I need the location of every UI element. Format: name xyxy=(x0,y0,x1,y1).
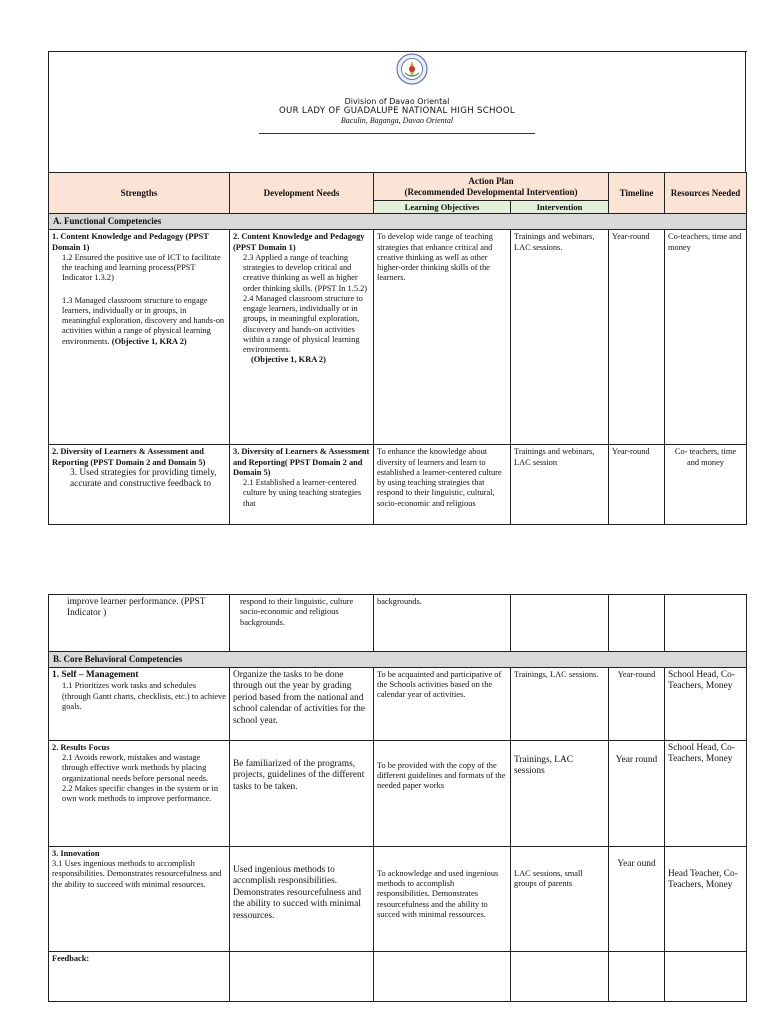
strength-item: 3. Used strategies for providing timely, accurate and constructive feedback to xyxy=(70,467,217,490)
col-development-needs: Development Needs xyxy=(230,173,374,214)
page-one xyxy=(48,51,746,525)
col-intervention: Intervention xyxy=(511,201,609,214)
feedback-label: Feedback: xyxy=(49,951,230,1001)
strength-cell xyxy=(49,667,230,740)
objective-cell: To enhance the knowledge about diversity of learners and learn to established a learner-centered culture by using teaching strategies that respond to their linguistic, cultural, socio-economic and religious xyxy=(374,445,511,525)
table-row xyxy=(49,445,747,525)
feedback-cell xyxy=(609,951,665,1001)
action-plan-subtitle: (Recommended Developmental Intervention) xyxy=(404,186,578,197)
col-resources: Resources Needed xyxy=(665,173,747,214)
feedback-cell xyxy=(230,951,374,1001)
strength-item: 1.1 Prioritizes work tasks and schedules (through Gantt charts, checklists, etc.) to achieve goals. xyxy=(62,681,226,711)
strength-title: 1. Self – Management xyxy=(52,669,139,680)
intervention-cell: LAC sessions, small groups of parents xyxy=(511,846,609,951)
timeline-cell: Year-round xyxy=(609,667,665,740)
table-row xyxy=(49,740,747,846)
timeline-cell xyxy=(609,595,665,652)
objective-cell: backgrounds. xyxy=(374,595,511,652)
letterhead xyxy=(48,51,746,172)
resources-cell: School Head, Co- Teachers, Money xyxy=(665,740,747,846)
strength-cell xyxy=(49,230,230,445)
need-objective: (Objective 1, KRA 2) xyxy=(251,355,326,365)
objective-cell: To be acquainted and participative of the Schools activities based on the calendar year of activities. xyxy=(374,667,511,740)
strength-item: 1.2 Ensured the positive use of ICT to facilitate the teaching and learning process(PPST Indicator 1.3.2) xyxy=(62,252,221,283)
resources-cell: School Head, Co- Teachers, Money xyxy=(665,667,747,740)
development-plan-table-continued xyxy=(48,594,747,1002)
need-title: 3. Diversity of Learners & Assessment and Reporting( PPST Domain 2 and Domain 5) xyxy=(233,447,370,477)
needs-cell: Be familiarized of the programs, projects, guidelines of the different tasks to be taken. xyxy=(230,740,374,846)
table-row xyxy=(49,230,747,445)
strength-item: 2.2 Makes specific changes in the system or in own work methods to improve performance. xyxy=(62,783,219,804)
intervention-cell: Trainings, LAC sessions xyxy=(511,740,609,846)
development-plan-table xyxy=(48,172,747,525)
needs-cell xyxy=(230,445,374,525)
needs-cell: Used ingenious methods to accomplish responsibilities. Demonstrates resourcefulness and the ability to succed with minimal ressources. xyxy=(230,846,374,951)
needs-cell: Organize the tasks to be done through out the year by grading period based from the national and school calendar of activities for the school year. xyxy=(230,667,374,740)
feedback-cell xyxy=(511,951,609,1001)
resources-cell xyxy=(665,595,747,652)
need-item: 2.3 Applied a range of teaching strategies to develop critical and creative thinking as well as higher order thinking skills. (PPST In 1.5.2) xyxy=(243,252,368,293)
timeline-cell: Year ound xyxy=(609,846,665,951)
school-info xyxy=(49,97,745,125)
objective-cell: To develop wide range of teaching strategies that enhance critical and creative thinking as well as other higher-order thinking skills of the learners. xyxy=(374,230,511,445)
timeline-cell: Year round xyxy=(609,740,665,846)
strength-title: 1. Content Knowledge and Pedagogy (PPST Domain 1) xyxy=(52,232,209,252)
feedback-cell xyxy=(374,951,511,1001)
section-core-behavioral-competencies: B. Core Behavioral Competencies xyxy=(49,652,747,668)
resources-cell: Co- teachers, time and money xyxy=(665,445,747,525)
strength-cell xyxy=(49,846,230,951)
needs-cell xyxy=(230,230,374,445)
timeline-cell: Year-round xyxy=(609,445,665,525)
intervention-cell: Trainings and webinars, LAC session xyxy=(511,445,609,525)
strength-item xyxy=(52,296,226,347)
feedback-cell xyxy=(665,951,747,1001)
school-name: OUR LADY OF GUADALUPE NATIONAL HIGH SCHOOL xyxy=(278,106,516,116)
strength-title: 2. Diversity of Learners & Assessment and Reporting (PPST Domain 2 and Domain 5) xyxy=(52,447,206,467)
col-timeline: Timeline xyxy=(609,173,665,214)
table-row xyxy=(49,951,747,1001)
intervention-cell: Trainings and webinars, LAC sessions. xyxy=(511,230,609,445)
needs-cell: respond to their linguistic, culture socio-economic and religious backgrounds. xyxy=(230,595,374,652)
col-learning-objectives: Learning Objectives xyxy=(374,201,511,214)
strength-cell xyxy=(49,740,230,846)
table-row xyxy=(49,846,747,951)
need-item: 2.4 Managed classroom structure to engage learners, individually or in groups, in meaningful exploration, discovery and hands-on activities within a range of physical learning environments. xyxy=(243,293,363,355)
need-item: 2.1 Established a learner-centered culture by using teaching strategies that xyxy=(243,478,362,508)
strength-title: 2. Results Focus xyxy=(52,742,110,752)
table-row xyxy=(49,667,747,740)
strength-text: 1.3 Managed classroom structure to engage learners, individually or in groups, in meaningful exploration, discovery and hands-on activities within a range of physical learning environments. xyxy=(62,295,225,346)
strength-item: 3.1 Uses ingenious methods to accomplish responsibilities. Demonstrates resourcefulness and the ability to succeed with minimal resources. xyxy=(52,859,222,889)
divider xyxy=(568,51,747,52)
resources-cell: Co-teachers, time and money xyxy=(665,230,747,445)
deped-seal-icon xyxy=(396,53,428,85)
objective-cell: To acknowledge and used ingenious methods to accomplish responsibilities. Demonstrates resourcefulness and the ability to succed with minimal ressources. xyxy=(374,846,511,951)
page-two xyxy=(48,594,746,1002)
table-row xyxy=(49,595,747,652)
intervention-cell: Trainings, LAC sessions. xyxy=(511,667,609,740)
division-name: Division of Davao Oriental xyxy=(344,97,450,106)
divider xyxy=(49,51,235,52)
resources-cell: Head Teacher, Co- Teachers, Money xyxy=(665,846,747,951)
section-functional-competencies: A. Functional Competencies xyxy=(49,214,747,230)
strength-item: 2.1 Avoids rework, mistakes and wastage through effective work methods by placing organizational needs before personal needs. xyxy=(62,753,209,783)
divider xyxy=(259,133,535,134)
timeline-cell: Year-round xyxy=(609,230,665,445)
objective-cell: To be provided with the copy of the different guidelines and formats of the needed paper works xyxy=(374,740,511,846)
school-address: Baculin, Baganga, Davao Oriental xyxy=(340,116,454,125)
col-strengths: Strengths xyxy=(49,173,230,214)
col-action-plan xyxy=(374,173,609,201)
strength-cell xyxy=(49,445,230,525)
strength-objective: (Objective 1, KRA 2) xyxy=(111,336,187,346)
action-plan-title: Action Plan xyxy=(468,175,514,186)
need-title: 2. Content Knowledge and Pedagogy (PPST Domain 1) xyxy=(233,232,365,252)
intervention-cell xyxy=(511,595,609,652)
strength-title: 3. Innovation xyxy=(52,848,100,858)
strength-cell: improve learner performance. (PPST Indicator ) xyxy=(49,595,230,652)
